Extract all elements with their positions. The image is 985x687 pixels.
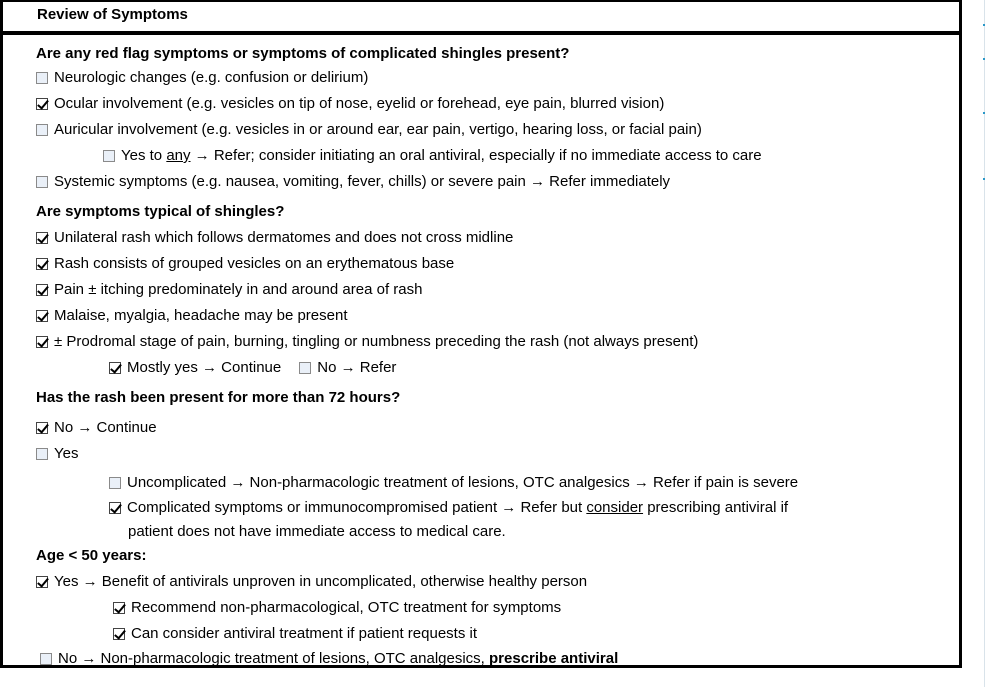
question-duration: Has the rash been present for more than 72 hours? bbox=[36, 389, 401, 406]
complicated-continuation: patient does not have immediate access to medical care. bbox=[128, 523, 506, 540]
checkbox[interactable] bbox=[36, 422, 48, 434]
section-title: Review of Symptoms bbox=[37, 6, 188, 23]
checkbox-row-age-no[interactable]: No → Non-pharmacologic treatment of lesions, OTC analgesics, prescribe antiviral bbox=[3, 647, 959, 671]
checkbox[interactable] bbox=[36, 98, 48, 110]
checkbox-no[interactable] bbox=[299, 362, 311, 374]
checkbox[interactable] bbox=[113, 628, 125, 640]
question-red-flags: Are any red flag symptoms or symptoms of complicated shingles present? bbox=[36, 45, 570, 62]
section-header bbox=[3, 2, 959, 35]
checkbox[interactable] bbox=[36, 576, 48, 588]
checkbox-row-malaise[interactable]: Malaise, myalgia, headache may be present bbox=[3, 304, 959, 328]
checkbox-row-systemic[interactable]: Systemic symptoms (e.g. nausea, vomiting, fever, chills) or severe pain → Refer immediately bbox=[3, 170, 959, 194]
checkbox[interactable] bbox=[109, 477, 121, 489]
checkbox-row-unilateral[interactable]: Unilateral rash which follows dermatomes and does not cross midline bbox=[3, 226, 959, 250]
checkbox-row-pain[interactable]: Pain ± itching predominately in and around area of rash bbox=[3, 278, 959, 302]
checkbox[interactable] bbox=[36, 284, 48, 296]
question-typical: Are symptoms typical of shingles? bbox=[36, 203, 285, 220]
typical-outcome-row: Mostly yes → Continue No → Refer bbox=[3, 356, 959, 380]
checkbox-row-yes-to-any[interactable]: Yes to any → Refer; consider initiating an oral antiviral, especially if no immediate access to care bbox=[3, 144, 959, 168]
checkbox-row-recommend[interactable]: Recommend non-pharmacological, OTC treatment for symptoms bbox=[3, 596, 959, 620]
checkbox[interactable] bbox=[36, 336, 48, 348]
checkbox-row-prodromal[interactable]: ± Prodromal stage of pain, burning, tingling or numbness preceding the rash (not always present) bbox=[3, 330, 959, 354]
checkbox[interactable] bbox=[36, 448, 48, 460]
checkbox-row-age-yes[interactable]: Yes → Benefit of antivirals unproven in uncomplicated, otherwise healthy person bbox=[3, 570, 959, 594]
checkbox-row-uncomplicated[interactable]: Uncomplicated → Non-pharmacologic treatment of lesions, OTC analgesics → Refer if pain is severe bbox=[3, 471, 959, 495]
checkbox[interactable] bbox=[36, 232, 48, 244]
question-age: Age < 50 years: bbox=[36, 547, 147, 564]
checkbox[interactable] bbox=[40, 653, 52, 665]
checkbox[interactable] bbox=[36, 258, 48, 270]
checkbox[interactable] bbox=[109, 502, 121, 514]
checkbox[interactable] bbox=[113, 602, 125, 614]
checkbox-row-auricular[interactable]: Auricular involvement (e.g. vesicles in or around ear, ear pain, vertigo, hearing loss, or facial pain) bbox=[3, 118, 959, 142]
checkbox-row-duration-no[interactable]: No → Continue bbox=[3, 416, 959, 440]
checkbox[interactable] bbox=[103, 150, 115, 162]
checkbox[interactable] bbox=[36, 124, 48, 136]
checkbox-row-duration-yes[interactable]: Yes bbox=[3, 442, 959, 466]
checkbox-row-ocular[interactable]: Ocular involvement (e.g. vesicles on tip of nose, eyelid or forehead, eye pain, blurred vision) bbox=[3, 92, 959, 116]
checkbox-row-consider-antiviral[interactable]: Can consider antiviral treatment if patient requests it bbox=[3, 622, 959, 646]
checkbox-row-neurologic[interactable]: Neurologic changes (e.g. confusion or delirium) bbox=[3, 66, 959, 90]
checkbox[interactable] bbox=[36, 310, 48, 322]
checkbox[interactable] bbox=[36, 72, 48, 84]
checkbox-row-complicated[interactable]: Complicated symptoms or immunocompromised patient → Refer but consider prescribing antiviral if bbox=[3, 496, 959, 520]
checkbox-row-vesicles[interactable]: Rash consists of grouped vesicles on an erythematous base bbox=[3, 252, 959, 276]
checkbox[interactable] bbox=[36, 176, 48, 188]
checkbox-mostly-yes[interactable] bbox=[109, 362, 121, 374]
